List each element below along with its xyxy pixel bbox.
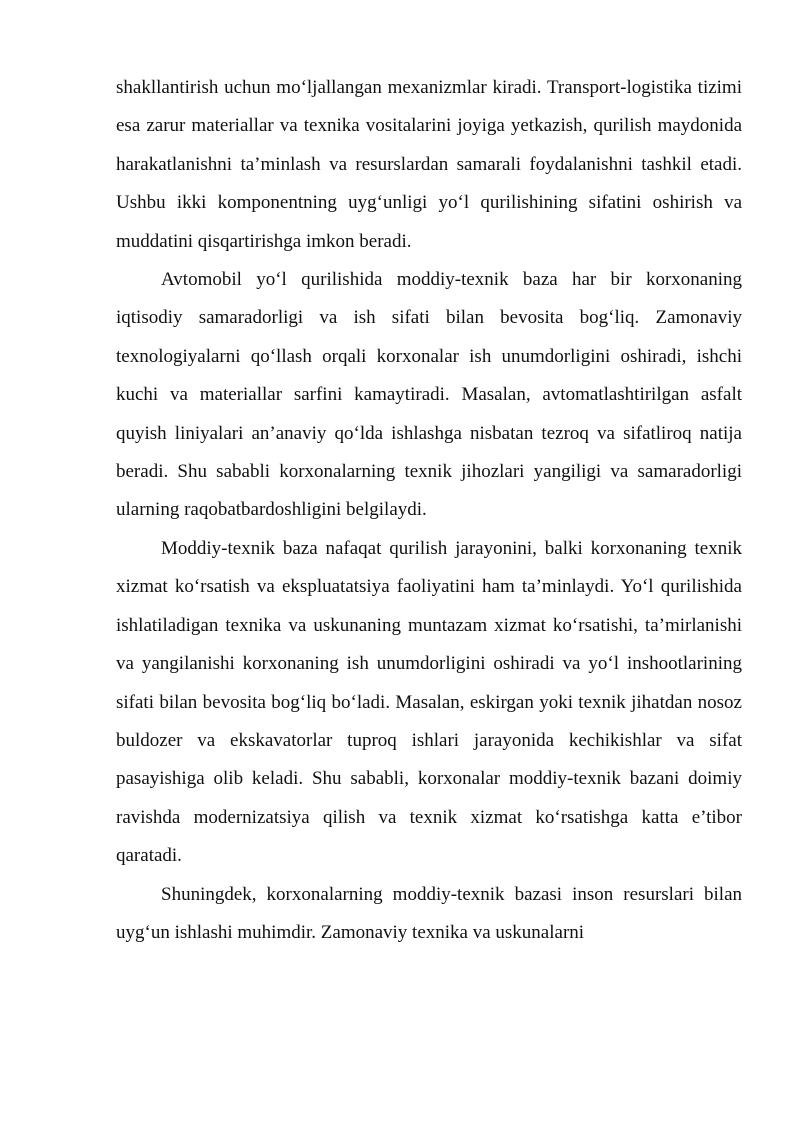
paragraph: Avtomobil yo‘l qurilishida moddiy-texnik baza har bir korxonaning iqtisodiy samaradorligi va ish sifati bilan bevosita bog‘liq. Zamonaviy texnologiyalarni qo‘llash orqali korxonalar ish unumdorligini oshiradi, ishchi kuchi va materiallar sarfini kamaytiradi. Masalan, avtomatlashtirilgan asfalt quyish liniyalari an’anaviy qo‘lda ishlashga nisbatan tezroq va sifatliroq natija beradi. Shu sababli korxonalarning texnik jihozlari yangiligi va samaradorligi ularning raqobatbardoshligini belgilaydi. (116, 269, 742, 521)
paragraph-continued: shakllantirish uchun mo‘ljallangan mexanizmlar kiradi. Transport-logistika tizimi esa zarur materiallar va texnika vositalarini joyiga yetkazish, qurilish maydonida harakatlanishni ta’minlash va resurslardan samarali foydalanishni tashkil etadi. Ushbu ikki komponentning uyg‘unligi yo‘l qurilishining sifatini oshirish va muddatini qisqartirishga imkon beradi. (116, 77, 742, 252)
paragraph: Moddiy-texnik baza nafaqat qurilish jarayonini, balki korxonaning texnik xizmat ko‘rsatish va ekspluatatsiya faoliyatini ham ta’minlaydi. Yo‘l qurilishida ishlatiladigan texnika va uskunaning muntazam xizmat ko‘rsatishi, ta’mirlanishi va yangilanishi korxonaning ish unumdorligini oshiradi va yo‘l inshootlarining sifati bilan bevosita bog‘liq bo‘ladi. Masalan, eskirgan yoki texnik jihatdan nosoz buldozer va ekskavatorlar tuproq ishlari jarayonida kechikishlar va sifat pasayishiga olib keladi. Shu sababli, korxonalar moddiy-texnik bazani doimiy ravishda modernizatsiya qilish va texnik xizmat ko‘rsatishga katta e’tibor qaratadi. (116, 537, 742, 867)
paragraph: Shuningdek, korxonalarning moddiy-texnik bazasi inson resurslari bilan uyg‘un ishlashi muhimdir. Zamonaviy texnika va uskunalarni (116, 883, 742, 943)
document-page (116, 69, 742, 952)
